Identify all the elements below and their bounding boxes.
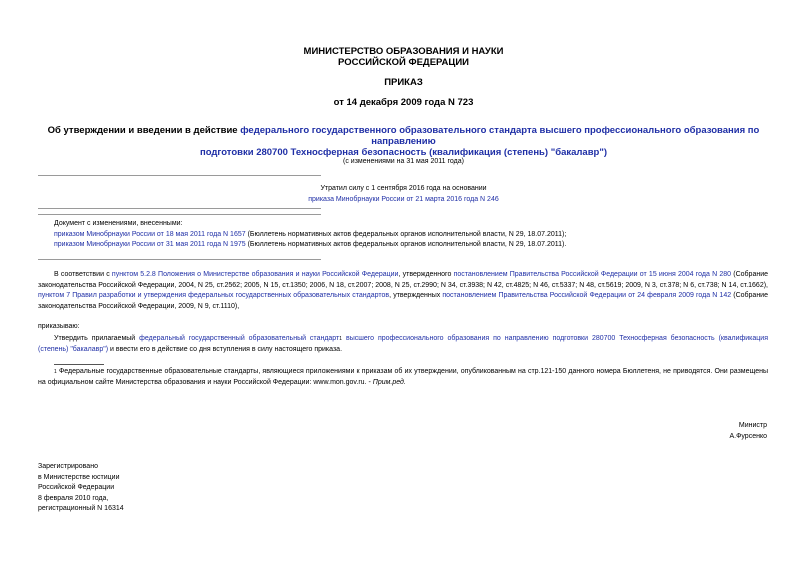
registration-block: Зарегистрировано в Министерстве юстиции Российской Федерации 8 февраля 2010 года, регистрационный N 16314 [38,463,124,512]
expiry-line: Утратил силу с 1 сентября 2016 года на основании [320,185,487,192]
divider [38,208,321,209]
ministry-line1: МИНИСТЕРСТВО ОБРАЗОВАНИЯ И НАУКИ [303,46,504,57]
title-line2[interactable]: подготовки 280700 Техносферная безопасность (квалификация (степень) "бакалавр") [199,147,608,158]
direction-link[interactable]: высшего профессионального образования по направлению подготовки 280700 Техносферная безопасность (квалификация (степень) "бакалавр") [38,335,768,353]
footnote-ref[interactable]: 1 [339,336,343,342]
changes-item: приказом Минобрнауки России от 31 мая 2011 года N 1975 (Бюллетень нормативных актов федеральных органов исполнительной власти, N 29, 18.07.2011). [54,241,567,248]
expiry-link[interactable]: приказа Минобрнауки России от 21 марта 2016 года N 246 [308,195,499,203]
changes-box [54,219,784,251]
amendments-note: (с изменениями на 31 мая 2011 года) [343,158,464,165]
ministry-line2: РОССИЙСКОЙ ФЕДЕРАЦИИ [337,57,469,68]
standard-link[interactable]: федеральный государственный образовательный стандарт [139,335,340,342]
standards-rules-link[interactable]: пунктом 7 Правил разработки и утверждения федеральных государственных образовательных стандартов [38,292,390,299]
changes-item: приказом Минобрнауки России от 18 мая 2011 года N 1657 (Бюллетень нормативных актов федеральных органов исполнительной власти, N 29, 18.07.2011); [54,230,567,238]
doc-title [30,125,777,158]
signature-role: Министр [738,422,767,429]
divider [38,259,321,260]
ministry-header [0,46,807,68]
signature [729,421,767,442]
expiry-note [0,184,807,205]
editor-note: Прим.ред. [372,378,406,386]
footnote: $^1$ Федеральные государственные образовательные стандарты, являющиеся приложениями к приказам об их утверждении, опубликованным на стр.121-150 данного номера Бюллетеня, не приводятся. Они размещены на официальном сайте Министерства образования и науки Российской Федерации: www.mon.gov.ru. - Прим.ред. [38,368,768,386]
changes-intro: Документ с изменениями, внесенными: [54,220,183,227]
change-order-link-1975[interactable]: приказом Минобрнауки России от 31 мая 2011 года N 1975 [54,241,246,248]
change-order-link-1657[interactable]: приказом Минобрнауки России от 18 мая 2011 года N 1657 [54,230,246,238]
order-verb: приказываю: [38,323,80,330]
government-resolution-142-link[interactable]: постановлением Правительства Российской Федерации от 24 февраля 2009 года N 142 [442,292,732,299]
title-prefix: Об утверждении и введении в действие [47,125,241,136]
signature-name: А.Фурсенко [729,432,767,440]
preamble-paragraph: В соответствии с пунктом 5.2.8 Положения о Министерстве образования и науки Российской Федерации, утвержденного постановлением Правительства Российской Федерации от 15 июня 2004 года N 280 (Собрание законодательства Российской Федерации, 2004, N 25, ст.2562; 2005, N 15, ст.1350; 2006, N 18, ст.2007; 2008, N 25, ст.2990; N 34, ст.3938; N 42, ст.4825; N 46, ст.5337; N 48, ст.5619; 2009, N 3, ст.378; N 6, ст.738; N 14, ст.1662), пунктом 7 Правил разработки и утверждения федеральных государственных образовательных стандартов, утвержденных постановлением Правительства Российской Федерации от 24 февраля 2009 года N 142 (Собрание законодательства Российской Федерации, 2009, N 9, ст.1110), [38,271,769,310]
order-paragraph: Утвердить прилагаемый федеральный государственный образовательный стандарт$^1$ высшего профессионального образования по направлению подготовки 280700 Техносферная безопасность (квалификация (степень) "бакалавр") и ввести его в действие со дня вступления в силу настоящего приказа. [38,335,768,353]
regulation-point-link[interactable]: пунктом 5.2.8 Положения о Министерстве образования и науки Российской Федерации [111,271,399,278]
doc-type: ПРИКАЗ [384,77,423,88]
doc-date-number: от 14 декабря 2009 года N 723 [333,97,474,108]
divider [38,175,321,176]
government-resolution-280-link[interactable]: постановлением Правительства Российской Федерации от 15 июня 2004 года N 280 [453,271,732,278]
title-standard-link[interactable]: федерального государственного образовательного стандарта высшего профессионального образования по направлению [240,125,760,147]
footnote-divider [54,364,104,365]
divider [38,214,321,215]
